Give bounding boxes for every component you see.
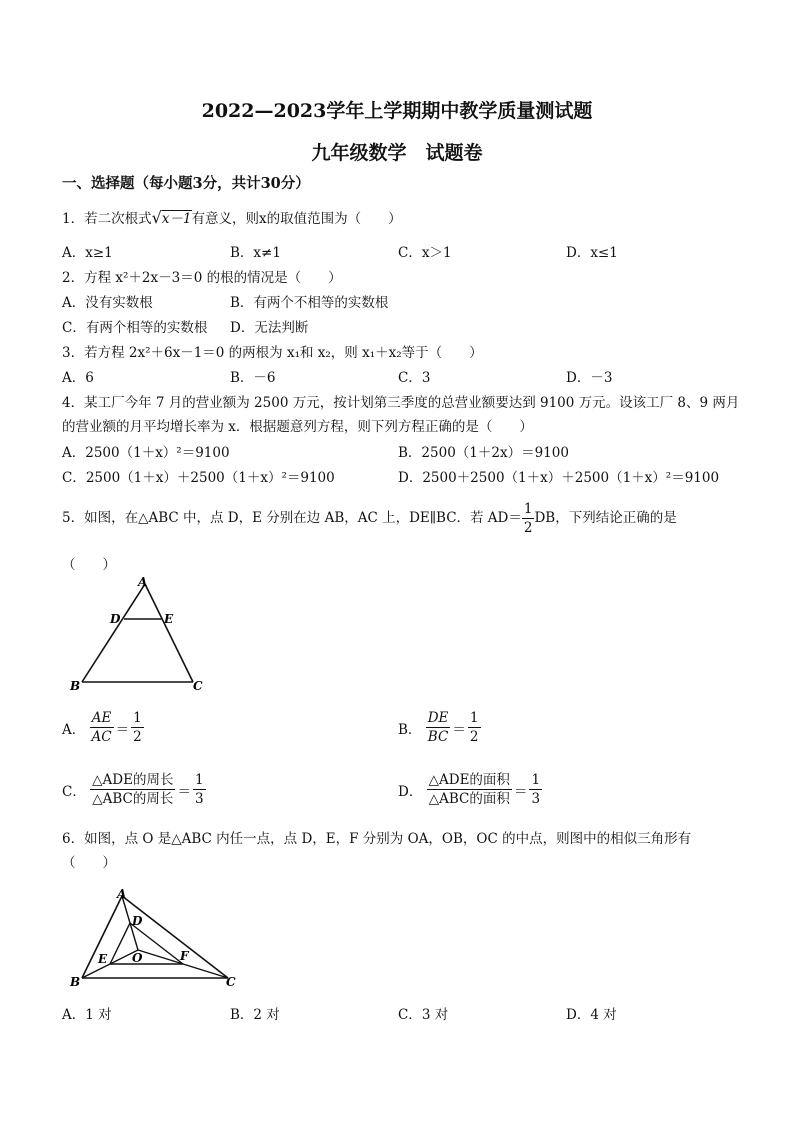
q3-option-c[interactable]: C．3 bbox=[398, 370, 431, 386]
q2-option-a[interactable]: A．没有实数根 bbox=[62, 295, 153, 311]
q4-option-c[interactable]: C．2500（1＋x）＋2500（1＋x）²＝9100 bbox=[62, 470, 335, 486]
q6-label-c: C bbox=[226, 975, 236, 989]
q4-option-d[interactable]: D．2500＋2500（1＋x）＋2500（1＋x）²＝9100 bbox=[398, 470, 720, 486]
q2-option-d[interactable]: D．无法判断 bbox=[230, 320, 309, 336]
sqrt-symbol: √ bbox=[151, 208, 162, 227]
q5-side-ac bbox=[145, 584, 193, 682]
q1-radicand: x－1 bbox=[161, 211, 192, 227]
q6-triangle-figure bbox=[66, 884, 246, 994]
q5-label-a: A bbox=[138, 575, 148, 589]
q6-paren: （ ） bbox=[62, 855, 116, 871]
q5-stem-pre: 5．如图，在△ABC 中，点 D，E 分别在边 AB，AC 上，DE∥BC．若 AD＝ bbox=[62, 510, 522, 526]
q5a-rden: 2 bbox=[133, 729, 142, 745]
q1-option-c[interactable]: C．x＞1 bbox=[398, 245, 452, 261]
q5d-den: △ABC的面积 bbox=[428, 791, 510, 807]
q5a-den: AC bbox=[91, 729, 112, 745]
q5d-num: △ADE的面积 bbox=[428, 772, 510, 788]
q5-paren: （ ） bbox=[62, 557, 116, 573]
q5-option-a[interactable] bbox=[62, 709, 144, 746]
q5-triangle-figure bbox=[66, 574, 216, 694]
section-heading: 一、选择题（每小题3分，共计30分） bbox=[62, 175, 310, 192]
q6-option-a[interactable]: A．1 对 bbox=[62, 1007, 112, 1023]
q5b-label: B． bbox=[398, 721, 422, 738]
q5b-rden: 2 bbox=[469, 729, 479, 745]
q5-option-b[interactable] bbox=[398, 709, 481, 746]
q5c-eq: ＝ bbox=[177, 783, 191, 800]
q5a-ratio bbox=[131, 709, 144, 746]
q2-option-c[interactable]: C．有两个相等的实数根 bbox=[62, 320, 208, 336]
exam-title: 2022—2023学年上学期期中教学质量测试题 bbox=[201, 100, 593, 122]
q5b-ratio bbox=[468, 709, 481, 746]
q3-option-b[interactable]: B．－6 bbox=[230, 370, 276, 386]
question-1-stem bbox=[62, 207, 402, 227]
q1-post: 有意义，则x的取值范围为（ ） bbox=[191, 211, 402, 227]
q6-option-d[interactable]: D．4 对 bbox=[566, 1007, 617, 1023]
q5-frac-num: 1 bbox=[523, 501, 533, 517]
q5c-rnum: 1 bbox=[194, 772, 204, 788]
q6-label-f: F bbox=[180, 949, 189, 963]
q5b-num: DE bbox=[427, 710, 449, 726]
q5b-fraction bbox=[426, 709, 451, 746]
question-3-stem: 3．若方程 2x²＋6x－1＝0 的两根为 x₁和 x₂，则 x₁＋x₂等于（ ） bbox=[62, 345, 483, 361]
q6-label-a: A bbox=[117, 887, 127, 901]
q5b-rnum: 1 bbox=[469, 710, 479, 726]
q6-label-e: E bbox=[98, 952, 108, 966]
q5-side-ab bbox=[82, 584, 145, 682]
q5d-ratio bbox=[529, 771, 542, 808]
q5c-den: △ABC的周长 bbox=[92, 791, 174, 807]
q5-label-d: D bbox=[110, 612, 121, 626]
question-4-stem-line1: 4．某工厂今年 7 月的营业额为 2500 万元，按计划第三季度的总营业额要达到 9100 万元。设该工厂 8、9 两月 bbox=[62, 395, 740, 411]
q5b-eq: ＝ bbox=[452, 721, 466, 738]
q5d-rden: 3 bbox=[531, 791, 541, 807]
q5c-label: C． bbox=[62, 783, 86, 800]
q1-option-d[interactable]: D．x≤1 bbox=[566, 245, 618, 261]
q6-label-o: O bbox=[132, 951, 143, 965]
q1-option-a[interactable]: A．x≥1 bbox=[62, 245, 113, 261]
q5c-ratio bbox=[193, 771, 206, 808]
q3-option-d[interactable]: D．－3 bbox=[566, 370, 613, 386]
q5d-rnum: 1 bbox=[531, 772, 541, 788]
q1-pre: 1．若二次根式 bbox=[62, 211, 152, 227]
q5-frac-den: 2 bbox=[523, 520, 533, 536]
question-2-stem: 2．方程 x²＋2x－3＝0 的根的情况是（ ） bbox=[62, 270, 342, 286]
q5b-den: BC bbox=[427, 729, 449, 745]
q1-option-b[interactable]: B．x≠1 bbox=[230, 245, 281, 261]
q5a-label: A． bbox=[62, 721, 86, 738]
q5-label-c: C bbox=[193, 679, 203, 693]
q2-option-b[interactable]: B．有两个不相等的实数根 bbox=[230, 295, 389, 311]
q5-stem-fraction bbox=[522, 500, 535, 537]
q4-option-b[interactable]: B．2500（1＋2x）＝9100 bbox=[398, 445, 569, 461]
q6-option-c[interactable]: C．3 对 bbox=[398, 1007, 449, 1023]
q3-option-a[interactable]: A．6 bbox=[62, 370, 94, 386]
q6-option-b[interactable]: B．2 对 bbox=[230, 1007, 280, 1023]
q5d-eq: ＝ bbox=[513, 783, 528, 800]
q5-label-b: B bbox=[70, 679, 81, 693]
q5a-fraction bbox=[90, 709, 114, 746]
q5-label-e: E bbox=[164, 612, 174, 626]
q5c-rden: 3 bbox=[194, 791, 204, 807]
question-6-stem: 6．如图，点 O 是△ABC 内任一点，点 D，E，F 分别为 OA，OB，OC 的中点，则图中的相似三角形有 bbox=[62, 831, 692, 847]
q5d-label: D． bbox=[398, 783, 423, 800]
q6-label-d: D bbox=[132, 914, 143, 928]
q6-side-de bbox=[110, 923, 130, 964]
q5d-fraction bbox=[427, 771, 512, 808]
q5c-fraction bbox=[90, 771, 175, 808]
q6-label-b: B bbox=[70, 975, 81, 989]
q5c-num: △ADE的周长 bbox=[92, 772, 174, 788]
q5a-rnum: 1 bbox=[133, 710, 142, 726]
exam-subtitle: 九年级数学 试题卷 bbox=[311, 142, 483, 164]
q5a-eq: ＝ bbox=[115, 721, 130, 738]
q5-option-c[interactable] bbox=[62, 771, 206, 808]
q6-side-ac bbox=[122, 896, 228, 978]
question-4-stem-line2: 的营业额的月平均增长率为 x．根据题意列方程，则下列方程正确的是（ ） bbox=[62, 419, 533, 435]
q4-option-a[interactable]: A．2500（1＋x）²＝9100 bbox=[62, 445, 230, 461]
question-5-stem bbox=[62, 500, 677, 537]
q5-stem-post: DB，下列结论正确的是 bbox=[534, 510, 677, 526]
q5-option-d[interactable] bbox=[398, 771, 542, 808]
q5a-num: AE bbox=[90, 709, 114, 728]
